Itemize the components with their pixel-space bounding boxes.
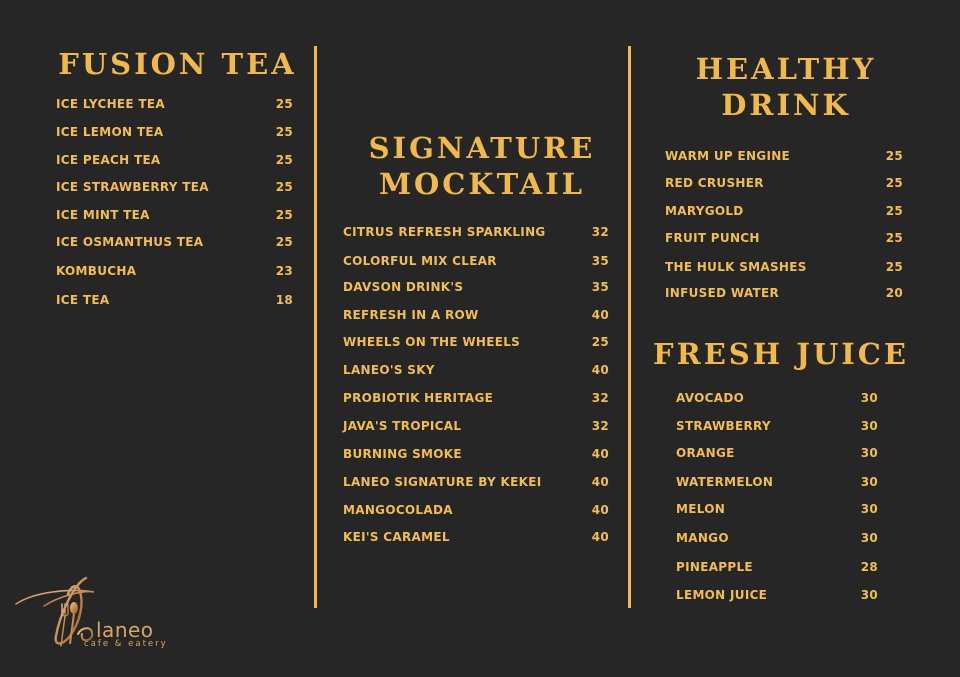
signature-mocktail-title: [344, 130, 620, 203]
item-name: ICE PEACH TEA: [56, 153, 161, 167]
item-price: 40: [591, 363, 609, 377]
fresh-juice-list: [676, 391, 878, 606]
list-item: [343, 447, 609, 461]
item-price: 25: [885, 260, 903, 274]
fusion-tea-list: [56, 97, 293, 312]
item-name: LEMON JUICE: [676, 588, 768, 602]
item-price: 30: [860, 475, 878, 489]
list-item: [676, 419, 878, 433]
list-item: [343, 391, 609, 405]
list-item: [343, 503, 609, 517]
item-price: 18: [275, 293, 293, 307]
item-price: 40: [591, 475, 609, 489]
item-price: 25: [885, 176, 903, 190]
healthy-drink-title-line2: DRINK: [721, 88, 851, 123]
item-name: BURNING SMOKE: [343, 447, 462, 461]
fresh-juice-title: FRESH JUICE: [653, 337, 909, 371]
list-item: [56, 180, 293, 194]
list-item: [56, 125, 293, 139]
list-item: [343, 308, 609, 322]
list-item: [343, 280, 609, 294]
item-price: 40: [591, 530, 609, 544]
list-item: [676, 446, 878, 460]
item-name: KEI'S CARAMEL: [343, 530, 450, 544]
list-item: [56, 235, 293, 249]
list-item: [343, 530, 609, 544]
healthy-drink-title-line1: HEALTHY: [695, 52, 877, 86]
item-price: 32: [591, 225, 609, 239]
item-price: 23: [275, 264, 293, 278]
item-price: 25: [885, 149, 903, 163]
item-name: WATERMELON: [676, 475, 774, 489]
item-price: 35: [591, 254, 609, 268]
list-item: [56, 208, 293, 222]
item-name: PINEAPPLE: [676, 560, 753, 574]
item-price: 28: [860, 560, 878, 574]
item-price: 25: [275, 97, 293, 111]
item-price: 20: [885, 286, 903, 300]
list-item: [56, 264, 293, 278]
item-price: 40: [591, 308, 609, 322]
fusion-tea-title: FUSION TEA: [58, 47, 297, 81]
list-item: [676, 560, 878, 574]
list-item: [343, 363, 609, 377]
signature-mocktail-title-line1: SIGNATURE: [368, 131, 596, 165]
item-price: 35: [591, 280, 609, 294]
item-name: FRUIT PUNCH: [665, 231, 760, 245]
list-item: [665, 149, 903, 163]
item-price: 30: [860, 419, 878, 433]
item-name: ICE MINT TEA: [56, 208, 150, 222]
list-item: [665, 204, 903, 218]
signature-mocktail-title-line2: MOCKTAIL: [378, 167, 586, 202]
list-item: [676, 531, 878, 545]
item-price: 25: [885, 231, 903, 245]
list-item: [665, 286, 903, 300]
item-name: ICE OSMANTHUS TEA: [56, 235, 204, 249]
item-name: THE HULK SMASHES: [665, 260, 807, 274]
logo-wordmark: laneo: [96, 618, 154, 642]
item-name: WARM UP ENGINE: [665, 149, 791, 163]
logo-tagline: cafe & eatery: [84, 639, 168, 649]
item-name: PROBIOTIK HERITAGE: [343, 391, 494, 405]
item-name: ICE STRAWBERRY TEA: [56, 180, 209, 194]
item-price: 25: [275, 125, 293, 139]
item-name: AVOCADO: [676, 391, 745, 405]
item-price: 32: [591, 419, 609, 433]
item-name: ICE TEA: [56, 293, 110, 307]
item-name: MARYGOLD: [665, 204, 744, 218]
list-item: [56, 293, 293, 307]
list-item: [56, 153, 293, 167]
healthy-drink-title: [655, 51, 917, 124]
item-price: 25: [275, 153, 293, 167]
item-name: LANEO SIGNATURE BY KEKEI: [343, 475, 542, 489]
item-price: 30: [860, 446, 878, 460]
item-price: 25: [275, 235, 293, 249]
list-item: [665, 231, 903, 245]
column-divider-right: [628, 46, 631, 608]
list-item: [56, 97, 293, 111]
item-name: WHEELS ON THE WHEELS: [343, 335, 521, 349]
list-item: [343, 335, 609, 349]
item-price: 30: [860, 502, 878, 516]
item-name: ICE LEMON TEA: [56, 125, 164, 139]
item-name: KOMBUCHA: [56, 264, 137, 278]
item-name: MANGOCOLADA: [343, 503, 453, 517]
item-price: 32: [591, 391, 609, 405]
item-price: 40: [591, 503, 609, 517]
column-divider-left: [314, 46, 317, 608]
item-price: 25: [885, 204, 903, 218]
item-price: 30: [860, 588, 878, 602]
item-name: LANEO'S SKY: [343, 363, 435, 377]
item-price: 30: [860, 531, 878, 545]
list-item: [665, 260, 903, 274]
list-item: [343, 419, 609, 433]
item-price: 25: [275, 208, 293, 222]
list-item: [343, 225, 609, 239]
list-item: [665, 176, 903, 190]
list-item: [343, 475, 609, 489]
item-name: MANGO: [676, 531, 729, 545]
item-name: ORANGE: [676, 446, 735, 460]
item-name: INFUSED WATER: [665, 286, 780, 300]
item-name: RED CRUSHER: [665, 176, 764, 190]
list-item: [676, 475, 878, 489]
item-name: JAVA'S TROPICAL: [343, 419, 462, 433]
list-item: [676, 588, 878, 602]
list-item: [676, 391, 878, 405]
healthy-drink-list: [665, 149, 903, 309]
list-item: [676, 502, 878, 516]
item-name: MELON: [676, 502, 726, 516]
item-price: 25: [275, 180, 293, 194]
item-name: DAVSON DRINK'S: [343, 280, 464, 294]
list-item: [343, 254, 609, 268]
item-price: 40: [591, 447, 609, 461]
item-name: COLORFUL MIX CLEAR: [343, 254, 497, 268]
item-name: STRAWBERRY: [676, 419, 771, 433]
item-price: 30: [860, 391, 878, 405]
item-name: REFRESH IN A ROW: [343, 308, 479, 322]
item-name: CITRUS REFRESH SPARKLING: [343, 225, 546, 239]
item-price: 25: [591, 335, 609, 349]
item-name: ICE LYCHEE TEA: [56, 97, 165, 111]
signature-mocktail-list: [343, 225, 609, 545]
